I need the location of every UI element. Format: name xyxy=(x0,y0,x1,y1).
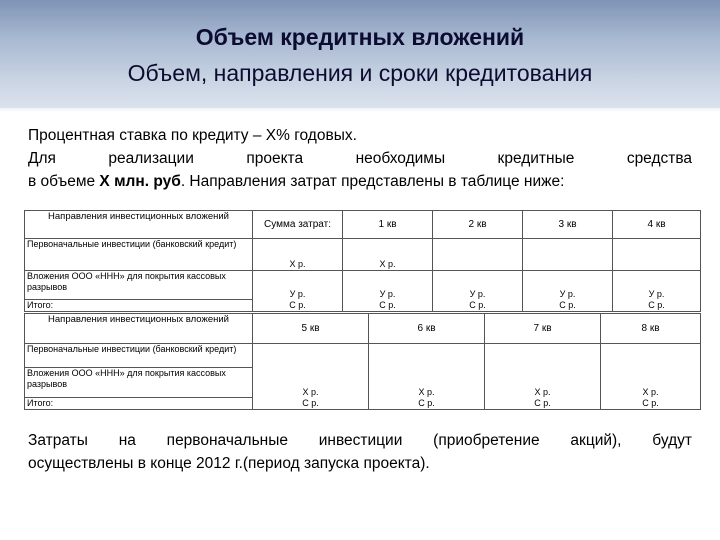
row-label-cash-gaps: Вложения ООО «ННН» для покрытия кассовых разрывов xyxy=(25,271,253,300)
table-cell: У р. С р. xyxy=(523,271,613,312)
table-cell xyxy=(613,239,701,271)
investment-table-q5-q8 xyxy=(24,313,701,410)
table-cell: Х р. С р. xyxy=(253,344,369,410)
column-header-q7: 7 кв xyxy=(485,314,601,344)
row-label-total: Итого: xyxy=(25,398,253,410)
intro-line-3: в объеме Х млн. руб. Направления затрат представлены в таблице ниже: xyxy=(28,173,565,190)
row-label-cash-gaps: Вложения ООО «ННН» для покрытия кассовых разрывов xyxy=(25,368,253,398)
row-label-initial-investment: Первоначальные инвестиции (банковский кредит) xyxy=(25,344,253,368)
table-cell: Х р. xyxy=(343,239,433,271)
table-cell: У р. С р. xyxy=(613,271,701,312)
table-cell: Х р. С р. xyxy=(601,344,701,410)
footer-line-1: Затраты на первоначальные инвестиции (приобретение акций), будут xyxy=(28,432,692,449)
table-cell: У р. С р. xyxy=(343,271,433,312)
column-header-q8: 8 кв xyxy=(601,314,701,344)
table-cell xyxy=(523,239,613,271)
credit-amount: Х млн. руб xyxy=(99,173,181,190)
column-header-total: Сумма затрат: xyxy=(253,211,343,239)
table-cell: Х р. xyxy=(253,239,343,271)
table-cell: У р. С р. xyxy=(253,271,343,312)
slide-title: Объем кредитных вложений xyxy=(195,24,525,50)
table-cell: Х р. С р. xyxy=(369,344,485,410)
row-label-initial-investment: Первоначальные инвестиции (банковский кредит) xyxy=(25,239,253,271)
column-header-q4: 4 кв xyxy=(613,211,701,239)
column-header-q5: 5 кв xyxy=(253,314,369,344)
footer-line-2: осуществлены в конце 2012 г.(период запуска проекта). xyxy=(28,455,430,472)
interest-rate-text: Процентная ставка по кредиту – Х% годовых. xyxy=(28,127,357,144)
table-cell: Х р. С р. xyxy=(485,344,601,410)
intro-line-2: Для реализации проекта необходимы кредитные средства xyxy=(28,150,693,167)
row-label-total: Итого: xyxy=(25,300,253,312)
slide-header xyxy=(0,0,720,112)
column-header-q6: 6 кв xyxy=(369,314,485,344)
column-header-q1: 1 кв xyxy=(343,211,433,239)
column-header-q2: 2 кв xyxy=(433,211,523,239)
table-header-directions: Направления инвестиционных вложений xyxy=(25,314,253,344)
slide-subtitle: Объем, направления и сроки кредитования xyxy=(127,60,593,86)
column-header-q3: 3 кв xyxy=(523,211,613,239)
table-cell xyxy=(433,239,523,271)
table-cell: У р. С р. xyxy=(433,271,523,312)
investment-table-q1-q4 xyxy=(24,210,701,312)
table-header-directions: Направления инвестиционных вложений xyxy=(25,211,253,239)
